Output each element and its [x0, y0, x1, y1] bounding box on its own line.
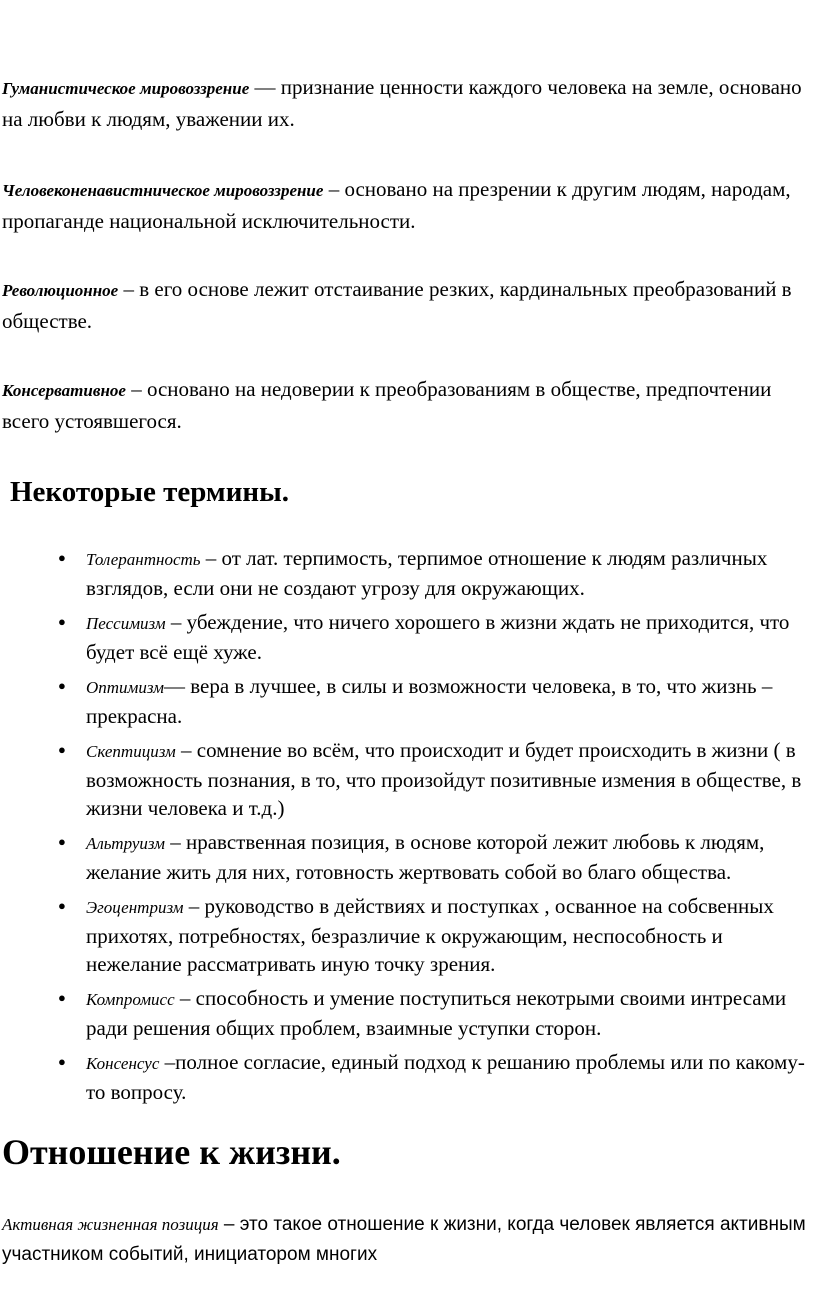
list-item: [0, 736, 816, 822]
bullet-icon: ●: [58, 614, 66, 629]
term-definition: – это такое отношение к жизни, когда человек является активным участником событий, инициатором многих: [2, 1214, 806, 1265]
term-definition: – в его основе лежит отстаивание резких, кардинальных преобразований в обществе.: [2, 277, 792, 333]
term-definition: — вера в лучшее, в силы и возможности человека, в то, что жизнь – прекрасна.: [86, 674, 773, 728]
worldview-humanistic: [2, 72, 802, 134]
list-item: [0, 608, 816, 666]
bullet-icon: ●: [58, 678, 66, 693]
term-label: Революционное: [2, 281, 119, 300]
worldview-misanthropic: [2, 174, 802, 236]
term-label: Человеконенавистническое мировоззрение: [2, 181, 324, 200]
term-definition: – основано на недоверии к преобразованиям в обществе, предпочтении всего устоявшегося.: [2, 377, 772, 433]
term-definition: – основано на презрении к другим людям, народам, пропаганде национальной исключительности.: [2, 177, 791, 233]
bullet-icon: ●: [58, 898, 66, 913]
list-item: [0, 1048, 816, 1106]
bullet-icon: ●: [58, 990, 66, 1005]
term-label: Оптимизм: [86, 678, 164, 697]
list-item: [0, 828, 816, 886]
term-label: Компромисс: [86, 990, 175, 1009]
term-definition: – нравственная позиция, в основе которой лежит любовь к людям, желание жить для них, готовность жертвовать собой во благо общества.: [86, 830, 765, 884]
list-item: [0, 672, 816, 730]
term-definition: — признание ценности каждого человека на земле, основано на любви к людям, уважении их.: [2, 75, 802, 131]
term-definition: –полное согласие, единый подход к решанию проблемы или по какому-то вопросу.: [86, 1050, 805, 1104]
term-label: Консервативное: [2, 381, 126, 400]
term-definition: – сомнение во всём, что происходит и будет происходить в жизни ( в возможность познания, в то, что произойдут позитивные измения в обществе, в жизни человека и т.д.): [86, 738, 802, 820]
term-definition: – способность и умение поступиться некотрыми своими интресами ради решения общих проблем, взаимные уступки сторон.: [86, 986, 787, 1040]
bullet-icon: ●: [58, 834, 66, 849]
bullet-icon: ●: [58, 1054, 66, 1069]
term-label: Гуманистическое мировоззрение: [2, 79, 250, 98]
terms-list: [0, 544, 816, 1112]
term-label: Альтруизм: [86, 834, 165, 853]
list-item: [0, 544, 816, 602]
term-label: Скептицизм: [86, 742, 176, 761]
worldview-revolutionary: [2, 274, 802, 336]
bullet-icon: ●: [58, 742, 66, 757]
term-label: Консенсус: [86, 1054, 160, 1073]
term-definition: – руководство в действиях и поступках , осванное на собсвенных прихотях, потребностях, безразличие к окружающим, неспособность и нежелание рассматривать иную точку зрения.: [86, 894, 774, 976]
term-label: Активная жизненная позиция: [2, 1215, 219, 1234]
term-label: Эгоцентризм: [86, 898, 184, 917]
bullet-icon: ●: [58, 550, 66, 565]
worldview-conservative: [2, 374, 802, 436]
term-definition: – от лат. терпимость, терпимое отношение к людям различных взглядов, если они не создают угрозу для окружающих.: [86, 546, 768, 600]
term-label: Пессимизм: [86, 614, 166, 633]
section-heading-terms: Некоторые термины.: [10, 476, 289, 508]
term-definition: – убеждение, что ничего хорошего в жизни ждать не приходится, что будет всё ещё хуже.: [86, 610, 790, 664]
active-life-position-paragraph: [2, 1210, 812, 1270]
term-label: Толерантность: [86, 550, 201, 569]
list-item: [0, 892, 816, 978]
list-item: [0, 984, 816, 1042]
section-heading-life: Отношение к жизни.: [2, 1132, 341, 1172]
